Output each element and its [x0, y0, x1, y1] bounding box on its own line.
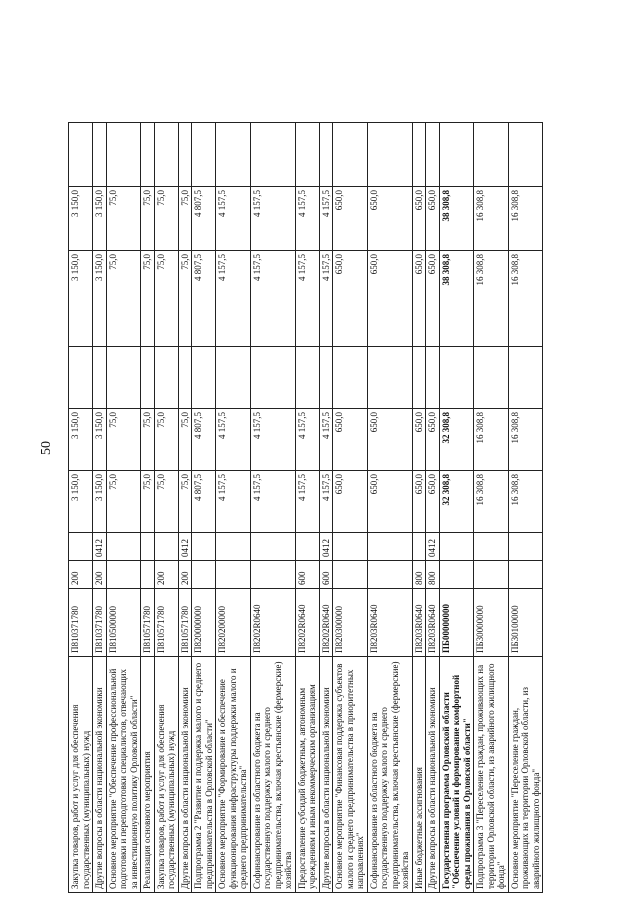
row-amount-cell: 650,0 [426, 187, 440, 251]
row-amount-cell: 75,0 [154, 409, 178, 471]
row-amount-cell: 75,0 [106, 251, 141, 347]
row-expense-type-cell [216, 561, 251, 589]
row-amount-cell [192, 347, 216, 409]
row-section-cell [333, 533, 368, 561]
row-section-cell [250, 533, 295, 561]
row-target-article-cell: ПБ30000000 [474, 589, 509, 657]
row-amount-cell: 650,0 [333, 187, 368, 251]
row-name-cell: Иные бюджетные ассигнования [412, 657, 426, 893]
row-expense-type-cell [141, 561, 155, 589]
row-amount-cell: 4 157,5 [216, 187, 251, 251]
table-row [192, 123, 216, 893]
row-amount-cell [295, 123, 319, 187]
row-target-article-cell: ПБ00000000 [439, 589, 474, 657]
table-row [367, 123, 412, 893]
row-amount-cell: 75,0 [178, 471, 192, 533]
table-row [178, 123, 192, 893]
row-target-article-cell: П820300000 [333, 589, 368, 657]
row-section-cell [367, 533, 412, 561]
table-row [333, 123, 368, 893]
row-amount-cell: 4 157,5 [216, 471, 251, 533]
row-amount-cell: 650,0 [333, 251, 368, 347]
row-expense-type-cell [250, 561, 295, 589]
row-amount-cell [192, 123, 216, 187]
row-amount-cell: 3 150,0 [69, 251, 93, 347]
row-section-cell [69, 533, 93, 561]
row-amount-cell: 3 150,0 [93, 187, 107, 251]
row-amount-cell [93, 123, 107, 187]
budget-table-body [69, 123, 543, 893]
row-amount-cell [93, 347, 107, 409]
row-amount-cell: 650,0 [333, 409, 368, 471]
row-target-article-cell: П8202R0640 [319, 589, 333, 657]
row-amount-cell: 3 150,0 [93, 409, 107, 471]
row-amount-cell: 650,0 [426, 251, 440, 347]
row-expense-type-cell: 600 [319, 561, 333, 589]
row-target-article-cell: П8202R0640 [295, 589, 319, 657]
row-expense-type-cell [367, 561, 412, 589]
row-amount-cell: 4 157,5 [250, 409, 295, 471]
row-amount-cell: 4 157,5 [319, 251, 333, 347]
table-row [106, 123, 141, 893]
row-amount-cell: 4 157,5 [250, 471, 295, 533]
row-amount-cell [333, 347, 368, 409]
row-amount-cell: 650,0 [412, 251, 426, 347]
table-row [474, 123, 509, 893]
row-amount-cell: 75,0 [106, 187, 141, 251]
row-expense-type-cell: 200 [69, 561, 93, 589]
row-amount-cell: 16 308,8 [508, 409, 543, 471]
row-amount-cell: 4 157,5 [216, 251, 251, 347]
table-row [93, 123, 107, 893]
row-name-cell: Реализация основного мероприятия [141, 657, 155, 893]
row-target-article-cell: П810371780 [93, 589, 107, 657]
row-expense-type-cell: 800 [426, 561, 440, 589]
row-name-cell: Софинансирование из областного бюджета на государственную поддержку малого и среднего предпринимательства, включая крестьянские (фермерские) хозяйства [250, 657, 295, 893]
row-amount-cell: 32 308,8 [439, 471, 474, 533]
row-amount-cell: 3 150,0 [93, 471, 107, 533]
row-amount-cell: 650,0 [426, 409, 440, 471]
row-section-cell: 0412 [426, 533, 440, 561]
table-row [69, 123, 93, 893]
row-target-article-cell: П8203R0640 [426, 589, 440, 657]
row-name-cell: Подпрограмма 2 "Развитие и поддержка малого и среднего предпринимательства в Орловской области" [192, 657, 216, 893]
row-expense-type-cell: 200 [154, 561, 178, 589]
row-amount-cell [367, 123, 412, 187]
row-amount-cell: 4 807,5 [192, 187, 216, 251]
row-amount-cell: 38 308,8 [439, 187, 474, 251]
row-expense-type-cell [333, 561, 368, 589]
row-amount-cell: 4 157,5 [319, 471, 333, 533]
row-target-article-cell: П810500000 [106, 589, 141, 657]
row-amount-cell [141, 347, 155, 409]
row-amount-cell: 4 157,5 [216, 409, 251, 471]
row-section-cell [295, 533, 319, 561]
row-section-cell [154, 533, 178, 561]
table-row [508, 123, 543, 893]
row-amount-cell: 3 150,0 [69, 471, 93, 533]
row-amount-cell: 650,0 [412, 409, 426, 471]
row-name-cell: Закупка товаров, работ и услуг для обеспечения государственных (муниципальных) нужд [154, 657, 178, 893]
row-name-cell: Основное мероприятие "Финансовая поддержка субъектов малого и среднего предпринимательства в приоритетных направлениях" [333, 657, 368, 893]
row-name-cell: Другие вопросы в области национальной экономики [426, 657, 440, 893]
row-expense-type-cell [474, 561, 509, 589]
row-amount-cell [474, 123, 509, 187]
row-amount-cell [178, 347, 192, 409]
budget-table [68, 122, 543, 893]
table-row [319, 123, 333, 893]
row-section-cell [412, 533, 426, 561]
row-name-cell: Государственная программа Орловской области "Обеспечение условий и формирование комфортной среды проживания в Орловской области" [439, 657, 474, 893]
row-amount-cell [412, 347, 426, 409]
row-amount-cell [295, 347, 319, 409]
row-amount-cell: 16 308,8 [508, 251, 543, 347]
row-amount-cell: 4 157,5 [295, 409, 319, 471]
row-target-article-cell: П8203R0640 [412, 589, 426, 657]
row-target-article-cell: П810571780 [154, 589, 178, 657]
row-section-cell [216, 533, 251, 561]
row-amount-cell [69, 123, 93, 187]
row-amount-cell [69, 347, 93, 409]
table-row [250, 123, 295, 893]
row-expense-type-cell: 600 [295, 561, 319, 589]
page-number: 50 [39, 441, 54, 455]
row-amount-cell: 650,0 [412, 471, 426, 533]
table-row [154, 123, 178, 893]
row-amount-cell: 75,0 [106, 471, 141, 533]
row-expense-type-cell [439, 561, 474, 589]
row-name-cell: Основное мероприятие "Переселение граждан, проживающих на территории Орловской области, из аварийного жилищного фонда" [508, 657, 543, 893]
row-amount-cell: 16 308,8 [474, 187, 509, 251]
row-amount-cell: 16 308,8 [508, 187, 543, 251]
row-amount-cell [439, 347, 474, 409]
row-amount-cell [333, 123, 368, 187]
row-amount-cell: 75,0 [178, 187, 192, 251]
row-amount-cell [216, 123, 251, 187]
row-section-cell [474, 533, 509, 561]
row-expense-type-cell: 800 [412, 561, 426, 589]
row-name-cell: Предоставление субсидий бюджетным, автономным учреждениям и иным некоммерческим организациям [295, 657, 319, 893]
row-amount-cell [319, 123, 333, 187]
row-amount-cell: 75,0 [106, 409, 141, 471]
row-amount-cell: 650,0 [426, 471, 440, 533]
row-target-article-cell: П820200000 [216, 589, 251, 657]
table-row [141, 123, 155, 893]
row-section-cell [141, 533, 155, 561]
table-row [412, 123, 426, 893]
row-name-cell: Другие вопросы в области национальной экономики [319, 657, 333, 893]
row-amount-cell: 3 150,0 [93, 251, 107, 347]
row-section-cell [192, 533, 216, 561]
row-amount-cell: 75,0 [154, 471, 178, 533]
row-amount-cell: 650,0 [367, 187, 412, 251]
row-section-cell: 0412 [319, 533, 333, 561]
row-amount-cell: 3 150,0 [69, 409, 93, 471]
row-amount-cell [412, 123, 426, 187]
row-amount-cell [508, 347, 543, 409]
row-section-cell [439, 533, 474, 561]
row-expense-type-cell [106, 561, 141, 589]
row-amount-cell: 4 157,5 [319, 409, 333, 471]
row-amount-cell [250, 347, 295, 409]
row-amount-cell: 650,0 [367, 409, 412, 471]
row-section-cell [508, 533, 543, 561]
row-amount-cell [141, 123, 155, 187]
row-section-cell: 0412 [93, 533, 107, 561]
row-target-article-cell: П8203R0640 [367, 589, 412, 657]
row-amount-cell: 4 157,5 [319, 187, 333, 251]
row-amount-cell [250, 123, 295, 187]
row-amount-cell: 4 157,5 [295, 251, 319, 347]
row-target-article-cell: П810371780 [69, 589, 93, 657]
row-amount-cell: 4 807,5 [192, 471, 216, 533]
row-amount-cell: 650,0 [333, 471, 368, 533]
row-section-cell [106, 533, 141, 561]
row-amount-cell [154, 123, 178, 187]
row-expense-type-cell: 200 [178, 561, 192, 589]
row-amount-cell: 38 308,8 [439, 251, 474, 347]
row-amount-cell: 75,0 [178, 251, 192, 347]
row-target-article-cell: П810571780 [141, 589, 155, 657]
table-row [439, 123, 474, 893]
row-amount-cell [426, 123, 440, 187]
row-name-cell: Другие вопросы в области национальной экономики [93, 657, 107, 893]
table-row [295, 123, 319, 893]
row-amount-cell: 650,0 [367, 251, 412, 347]
row-amount-cell [106, 123, 141, 187]
row-amount-cell: 4 157,5 [250, 187, 295, 251]
row-amount-cell: 16 308,8 [474, 471, 509, 533]
row-amount-cell: 75,0 [154, 187, 178, 251]
row-name-cell: Закупка товаров, работ и услуг для обеспечения государственных (муниципальных) нужд [69, 657, 93, 893]
row-amount-cell: 75,0 [141, 409, 155, 471]
row-name-cell: Другие вопросы в области национальной экономики [178, 657, 192, 893]
row-target-article-cell: П8202R0640 [250, 589, 295, 657]
row-target-article-cell: П810571780 [178, 589, 192, 657]
row-amount-cell [508, 123, 543, 187]
row-name-cell: Софинансирование из областного бюджета на государственную поддержку малого и среднего предпринимательства, включая крестьянские (фермерские) хозяйства [367, 657, 412, 893]
rotated-table-container [68, 123, 568, 893]
row-amount-cell [474, 347, 509, 409]
table-row [216, 123, 251, 893]
row-amount-cell: 75,0 [141, 471, 155, 533]
row-amount-cell [154, 347, 178, 409]
row-target-article-cell: П820000000 [192, 589, 216, 657]
row-amount-cell [439, 123, 474, 187]
row-name-cell: Основное мероприятие "Обеспечение профессиональной подготовки и переподготовки специалистов, отвечающих за инвестиционную политику Орловской области" [106, 657, 141, 893]
row-amount-cell [216, 347, 251, 409]
row-amount-cell: 75,0 [178, 409, 192, 471]
row-amount-cell: 4 807,5 [192, 409, 216, 471]
row-name-cell: Основное мероприятие "Формирование и обеспечение функционирования инфраструктуры поддержки малого и среднего предпринимательства" [216, 657, 251, 893]
row-amount-cell: 75,0 [141, 187, 155, 251]
row-amount-cell: 650,0 [412, 187, 426, 251]
row-amount-cell [426, 347, 440, 409]
row-expense-type-cell [192, 561, 216, 589]
row-amount-cell: 32 308,8 [439, 409, 474, 471]
row-amount-cell [178, 123, 192, 187]
row-expense-type-cell: 200 [93, 561, 107, 589]
row-amount-cell [319, 347, 333, 409]
row-amount-cell: 75,0 [141, 251, 155, 347]
row-amount-cell: 650,0 [367, 471, 412, 533]
row-amount-cell: 16 308,8 [474, 251, 509, 347]
row-amount-cell: 4 157,5 [295, 471, 319, 533]
row-target-article-cell: ПБ30100000 [508, 589, 543, 657]
row-amount-cell: 4 157,5 [250, 251, 295, 347]
row-amount-cell: 3 150,0 [69, 187, 93, 251]
row-amount-cell: 75,0 [154, 251, 178, 347]
row-amount-cell: 4 157,5 [295, 187, 319, 251]
table-row [426, 123, 440, 893]
row-name-cell: Подпрограмма 3 "Переселение граждан, проживающих на территории Орловской области, из аварийного жилищного фонда" [474, 657, 509, 893]
row-amount-cell [367, 347, 412, 409]
row-amount-cell [106, 347, 141, 409]
row-section-cell: 0412 [178, 533, 192, 561]
row-amount-cell: 4 807,5 [192, 251, 216, 347]
rotated-table-area [68, 123, 568, 893]
row-expense-type-cell [508, 561, 543, 589]
row-amount-cell: 16 308,8 [508, 471, 543, 533]
row-amount-cell: 16 308,8 [474, 409, 509, 471]
